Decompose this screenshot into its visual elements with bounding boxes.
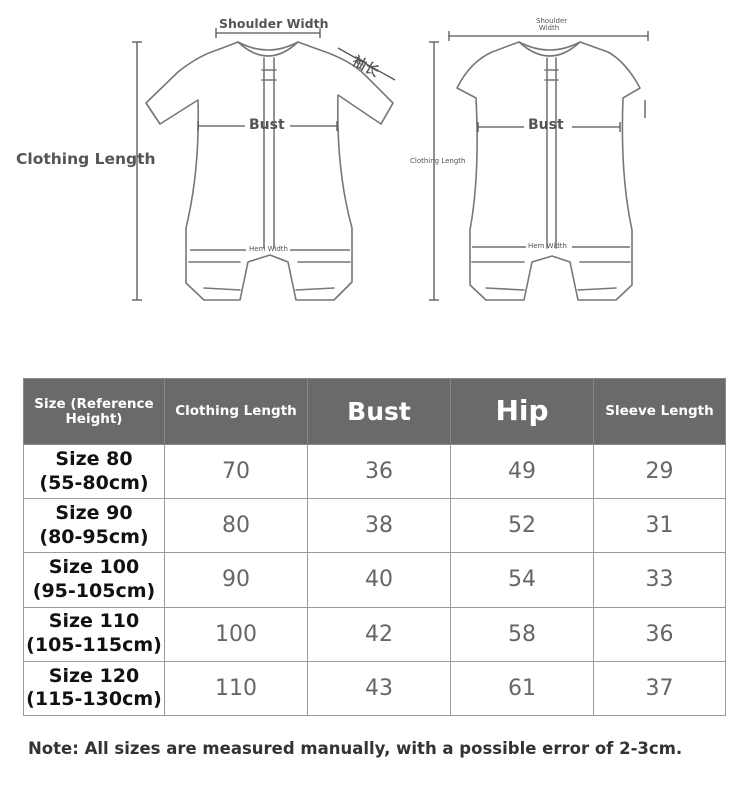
bust-cell: 38	[308, 499, 451, 553]
measurement-note: Note: All sizes are measured manually, with a possible error of 2-3cm.	[28, 739, 683, 758]
sleeve-cell: 33	[594, 553, 726, 607]
size-label: Size 110	[48, 610, 140, 633]
length-cell: 90	[165, 553, 308, 607]
hip-cell: 52	[451, 499, 594, 553]
length-cell: 110	[165, 661, 308, 715]
right-shoulder-width-label: Shoulder Width	[536, 17, 568, 32]
header-hip: Hip	[451, 379, 594, 445]
size-height: (80-95cm)	[39, 525, 149, 548]
hip-cell: 54	[451, 553, 594, 607]
size-cell	[24, 607, 165, 661]
sleeve-cell: 29	[594, 445, 726, 499]
right-hem-width-label: Hem Width	[528, 242, 567, 250]
bust-cell: 43	[308, 661, 451, 715]
bust-cell: 36	[308, 445, 451, 499]
bust-cell: 42	[308, 607, 451, 661]
sleeve-cell: 36	[594, 607, 726, 661]
left-bust-label: Bust	[249, 117, 285, 133]
size-label: Size 120	[48, 664, 140, 687]
left-sleeve-label: 袖长	[349, 53, 382, 81]
sleeve-cell: 37	[594, 661, 726, 715]
table-header-row	[24, 379, 726, 445]
size-label: Size 100	[48, 556, 140, 579]
length-cell: 80	[165, 499, 308, 553]
length-cell: 70	[165, 445, 308, 499]
right-clothing-length-label: Clothing Length	[410, 157, 466, 165]
size-height: (105-115cm)	[26, 634, 162, 657]
table-row	[24, 553, 726, 607]
hip-cell: 49	[451, 445, 594, 499]
length-cell: 100	[165, 607, 308, 661]
size-label: Size 90	[55, 502, 133, 525]
garment-diagram	[0, 0, 750, 320]
header-bust: Bust	[308, 379, 451, 445]
right-bust-label: Bust	[528, 117, 564, 133]
size-height: (95-105cm)	[32, 579, 156, 602]
header-clothing-length: Clothing Length	[165, 379, 308, 445]
table-row	[24, 445, 726, 499]
left-clothing-length-label: Clothing Length	[16, 150, 156, 168]
left-hem-width-label: Hem Width	[249, 245, 288, 253]
size-cell	[24, 499, 165, 553]
size-cell	[24, 661, 165, 715]
size-cell	[24, 445, 165, 499]
sleeve-cell: 31	[594, 499, 726, 553]
table-row	[24, 607, 726, 661]
size-height: (115-130cm)	[26, 688, 162, 711]
table-row	[24, 499, 726, 553]
bust-cell: 40	[308, 553, 451, 607]
header-sleeve-length: Sleeve Length	[594, 379, 726, 445]
hip-cell: 58	[451, 607, 594, 661]
size-height: (55-80cm)	[39, 471, 149, 494]
header-size: Size (Reference Height)	[24, 379, 165, 445]
size-cell	[24, 553, 165, 607]
size-label: Size 80	[55, 447, 133, 470]
size-chart-table	[23, 378, 726, 716]
table-row	[24, 661, 726, 715]
left-shoulder-width-label: Shoulder Width	[219, 16, 329, 31]
hip-cell: 61	[451, 661, 594, 715]
